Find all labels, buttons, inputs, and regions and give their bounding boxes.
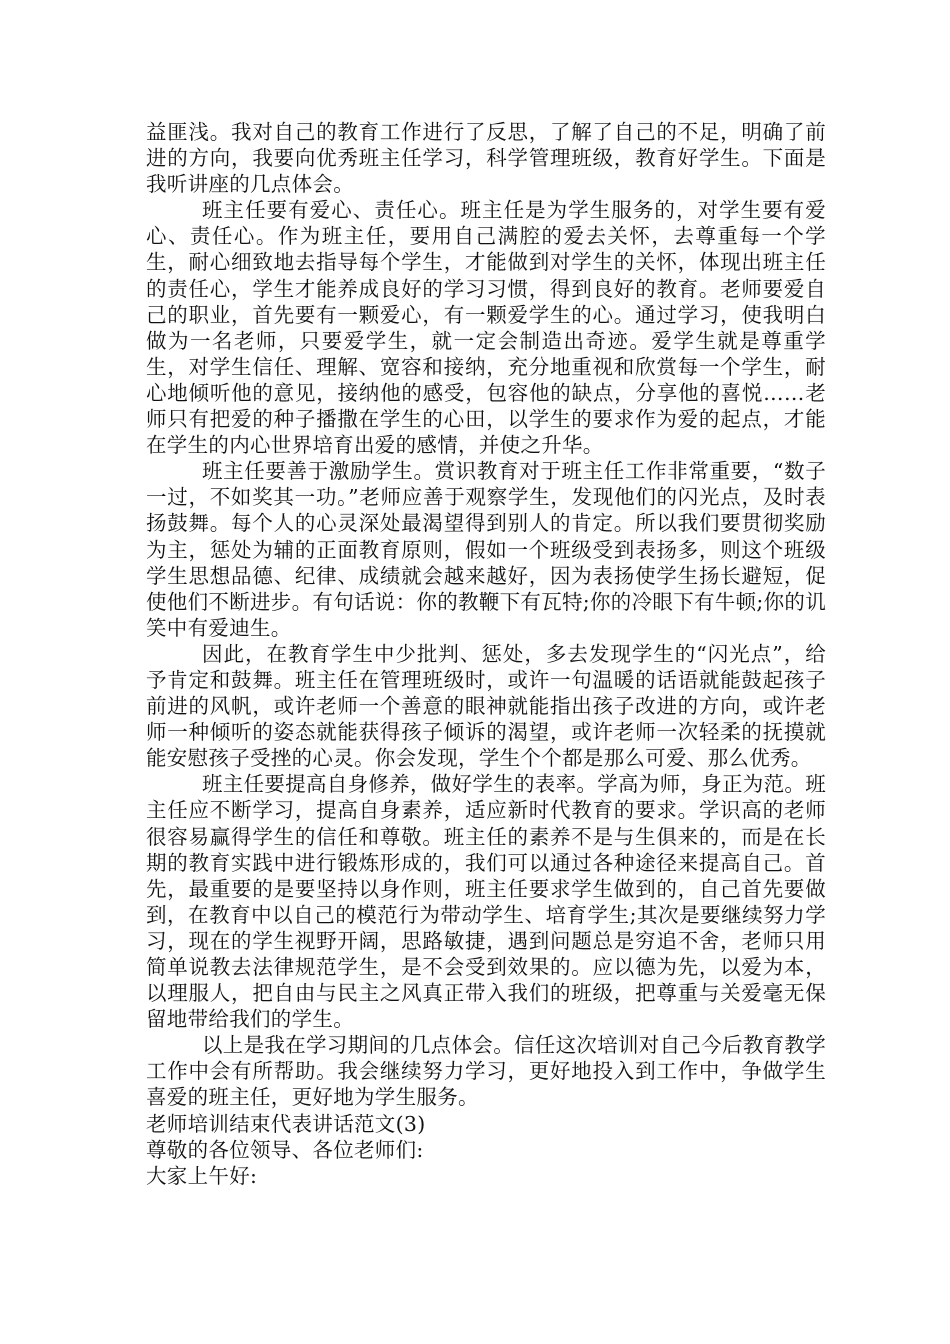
document-body (146, 119, 826, 1189)
paragraph-conclusion: 以上是我在学习期间的几点体会。信任这次培训对自己今后教育教学工作中会有所帮助。我会继续努力学习，更好地投入到工作中，争做学生喜爱的班主任，更好地为学生服务。 (146, 1033, 826, 1110)
paragraph-motivating-students: 班主任要善于激励学生。赏识教育对于班主任工作非常重要，“数子一过，不如奖其一功。”老师应善于观察学生，发现他们的闪光点，及时表扬鼓舞。每个人的心灵深处最渴望得到别人的肯定。所以我们要贯彻奖励为主，惩处为辅的正面教育原则，假如一个班级受到表扬多，则这个班级学生思想品德、纪律、成绩就会越来越好，因为表扬使学生扬长避短，促使他们不断进步。有句话说：你的教鞭下有瓦特;你的冷眼下有牛顿;你的讥笑中有爱迪生。 (146, 459, 827, 640)
paragraph-self-improvement: 班主任要提高自身修养，做好学生的表率。学高为师，身正为范。班主任应不断学习，提高自身素养，适应新时代教育的要求。学识高的老师很容易赢得学生的信任和尊敬。班主任的素养不是与生俱来的，而是在长期的教育实践中进行锻炼形成的，我们可以通过各种途径来提高自己。首先，最重要的是要坚持以身作则，班主任要求学生做到的，自己首先要做到，在教育中以自己的模范行为带动学生、培育学生;其次是要继续努力学习，现在的学生视野开阔，思路敏捷，遇到问题总是穷追不舍，老师只用简单说教去法律规范学生，是不会受到效果的。应以德为先，以爱为本，以理服人，把自由与民主之风真正带入我们的班级，把尊重与关爱毫无保留地带给我们的学生。 (146, 772, 826, 1032)
greeting-line: 大家上午好: (146, 1163, 258, 1188)
paragraph-caring-responsibility: 班主任要有爱心、责任心。班主任是为学生服务的，对学生要有爱心、责任心。作为班主任，要用自己满腔的爱去关怀，去尊重每一个学生，耐心细致地去指导每个学生，才能做到对学生的关怀，体现出班主任的责任心，学生才能养成良好的学习习惯，得到良好的教育。老师要爱自己的职业，首先要有一颗爱心，有一颗爱学生的心。通过学习，使我明白做为一名老师，只要爱学生，就一定会制造出奇迹。爱学生就是尊重学生，对学生信任、理解、宽容和接纳，充分地重视和欣赏每一个学生，耐心地倾听他的意见，接纳他的感受，包容他的缺点，分享他的喜悦……老师只有把爱的种子播撒在学生的心田，以学生的要求作为爱的起点，才能在学生的内心世界培育出爱的感情，并使之升华。 (146, 198, 826, 458)
salutation-line: 尊敬的各位领导、各位老师们: (146, 1137, 424, 1162)
paragraph-less-criticism: 因此，在教育学生中少批判、惩处，多去发现学生的“闪光点”，给予肯定和鼓舞。班主任在管理班级时，或许一句温暖的话语就能鼓起孩子前进的风帆，或许老师一个善意的眼神就能指出孩子改进的方向，或许老师一种倾听的姿态就能获得孩子倾诉的渴望，或许老师一次轻柔的抚摸就能安慰孩子受挫的心灵。你会发现，学生个个都是那么可爱、那么优秀。 (146, 641, 826, 771)
next-section-title: 老师培训结束代表讲话范文(3) (146, 1111, 426, 1136)
paragraph-continuation: 益匪浅。我对自己的教育工作进行了反思，了解了自己的不足，明确了前进的方向，我要向优秀班主任学习，科学管理班级，教育好学生。下面是我听讲座的几点体会。 (146, 120, 826, 197)
